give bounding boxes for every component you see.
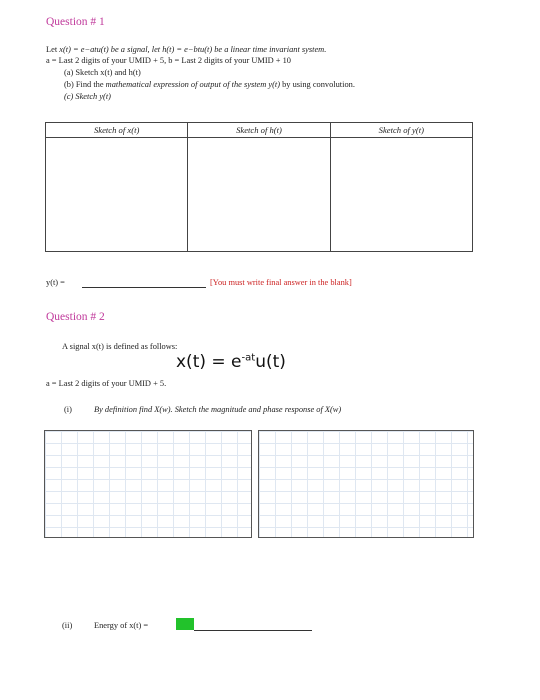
magnitude-graph-grid[interactable]: [44, 430, 252, 538]
q1-statement-prefix: Let: [46, 45, 60, 54]
sketch-column-y[interactable]: [331, 123, 472, 251]
q2-equation-exponent: -at: [241, 352, 256, 364]
q2-part-ii-text: Energy of x(t) =: [94, 621, 149, 630]
q2-part-i-number: (i): [64, 405, 72, 414]
q2-equation-lhs: x(t) = e: [176, 352, 242, 372]
answer-label: y(t) =: [46, 278, 65, 287]
q1-parameters-line: a = Last 2 digits of your UMID + 5, b = Last 2 digits of your UMID + 10: [46, 56, 291, 65]
phase-graph-grid[interactable]: [258, 430, 474, 538]
q1-item-c: (c) Sketch y(t): [64, 92, 111, 101]
q2-equation-rhs: u(t): [255, 352, 286, 372]
sketch-column-x[interactable]: [46, 123, 188, 251]
q1-item-a: (a) Sketch x(t) and h(t): [64, 68, 141, 77]
q2-part-ii-number: (ii): [62, 621, 73, 630]
q1-item-b-italic: mathematical expression of output of the system y(t): [105, 80, 281, 89]
q1-item-b-suffix: by using convolution.: [280, 80, 355, 89]
question-1-title: Question # 1: [46, 16, 105, 28]
sketch-header-y: Sketch of y(t): [331, 123, 472, 138]
answer-note: [You must write final answer in the blank]: [210, 278, 352, 287]
q1-statement-line: [46, 44, 326, 55]
sketch-table: [45, 122, 473, 252]
q1-statement-text: x(t) = e−atu(t) be a signal, let h(t) = e−btu(t) be a linear time invariant system.: [59, 45, 327, 54]
green-highlight: [176, 618, 194, 630]
q2-equation: [176, 352, 286, 372]
q2-a-line: a = Last 2 digits of your UMID + 5.: [46, 379, 167, 388]
energy-blank-line[interactable]: [194, 630, 312, 631]
q1-item-b-prefix: (b) Find the: [64, 80, 106, 89]
sketch-header-h: Sketch of h(t): [188, 123, 329, 138]
question-2-title: Question # 2: [46, 311, 105, 323]
q2-part-i-text: By definition find X(w). Sketch the magnitude and phase response of X(w): [94, 405, 342, 414]
sketch-header-x: Sketch of x(t): [46, 123, 187, 138]
q2-intro: A signal x(t) is defined as follows:: [62, 342, 178, 351]
answer-blank-line[interactable]: [82, 287, 206, 288]
sketch-column-h[interactable]: [188, 123, 330, 251]
q1-item-b: [64, 79, 355, 90]
